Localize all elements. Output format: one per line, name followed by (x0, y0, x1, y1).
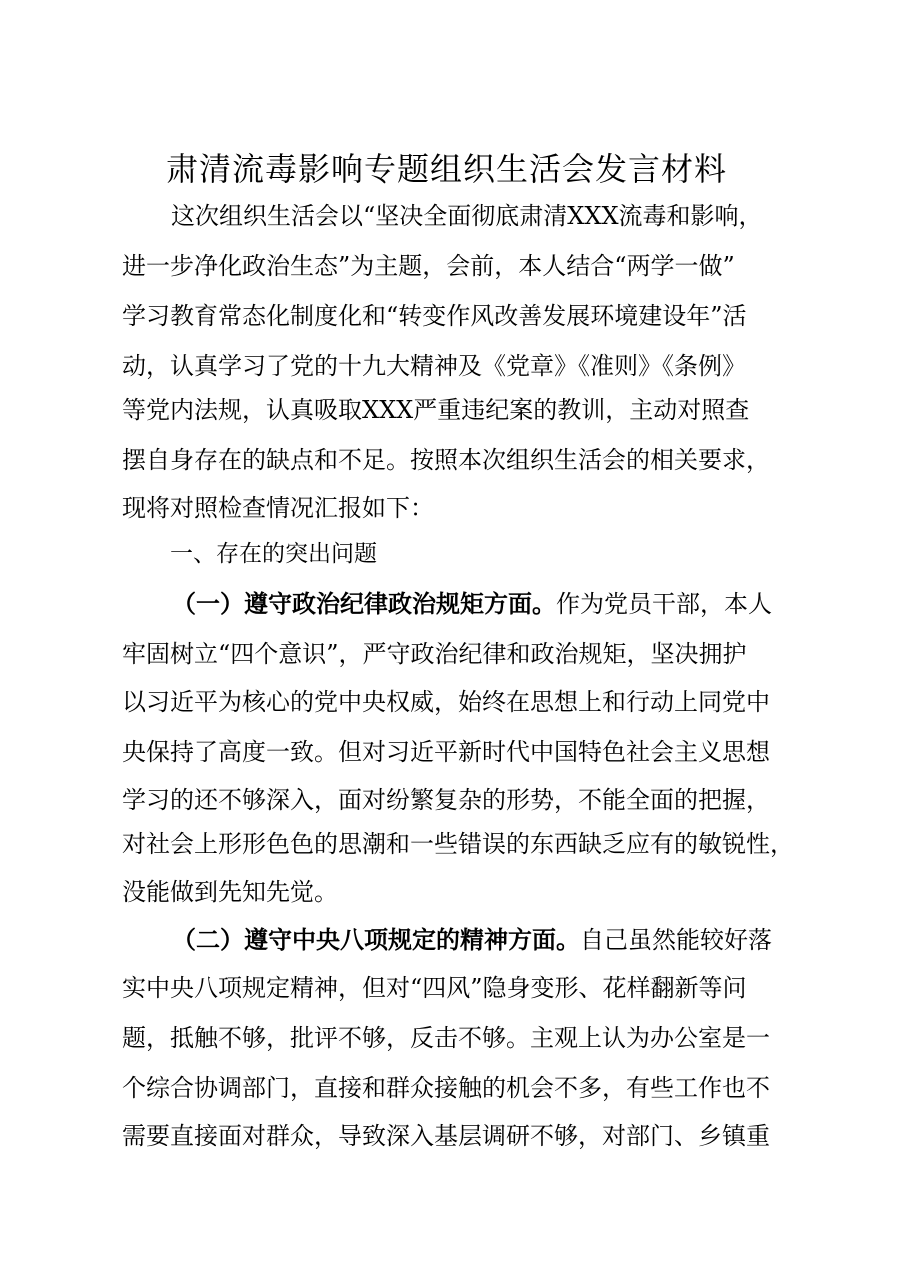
paragraph-line: 学习教育常态化制度化和“转变作风改善发展环境建设年”活 (122, 302, 747, 330)
item-2-bold-lead: （二）遵守中央八项规定的精神方面。 (172, 925, 580, 954)
paragraph-line: 央保持了高度一致。但对习近平新时代中国特色社会主义思想 (122, 738, 770, 766)
paragraph-line: 需要直接面对群众，导致深入基层调研不够，对部门、乡镇重 (122, 1122, 770, 1150)
paragraph-line: 个综合协调部门，直接和群众接触的机会不多，有些工作也不 (122, 1074, 770, 1102)
item-1-first-line-rest: 作为党员干部，本人 (556, 590, 772, 618)
item-1-bold-lead: （一）遵守政治纪律政治规矩方面。 (172, 589, 556, 618)
item-2-first-line-rest: 自己虽然能较好落 (580, 926, 772, 954)
item-2-first-line (172, 920, 772, 960)
paragraph-line: 实中央八项规定精神，但对“四风”隐身变形、花样翻新等问 (122, 974, 747, 1002)
item-1-first-line (172, 584, 772, 624)
paragraph-line: 以习近平为核心的党中央权威，始终在思想上和行动上同党中 (122, 688, 770, 716)
section-heading: 一、存在的突出问题 (170, 541, 377, 567)
paragraph-line: 等党内法规，认真吸取XXX严重违纪案的教训，主动对照查 (122, 396, 750, 424)
document-title: 肃清流毒影响专题组织生活会发言材料 (166, 150, 728, 188)
paragraph-line: 题，抵触不够，批评不够，反击不够。主观上认为办公室是一 (122, 1024, 770, 1052)
paragraph-line: 对社会上形形色色的思潮和一些错误的东西缺乏应有的敏锐性， (122, 830, 794, 858)
paragraph-line: 这次组织生活会以“坚决全面彻底肃清XXX流毒和影响， (171, 202, 763, 230)
paragraph-line: 摆自身存在的缺点和不足。按照本次组织生活会的相关要求， (122, 446, 770, 474)
paragraph-line: 现将对照检查情况汇报如下： (122, 494, 434, 522)
paragraph-line: 没能做到先知先觉。 (122, 878, 338, 906)
paragraph-line: 学习的还不够深入，面对纷繁复杂的形势，不能全面的把握， (122, 786, 770, 814)
paragraph-line: 牢固树立“四个意识”，严守政治纪律和政治规矩，坚决拥护 (122, 640, 747, 668)
paragraph-line: 动，认真学习了党的十九大精神及《党章》《准则》《条例》 (122, 352, 746, 380)
paragraph-line: 进一步净化政治生态”为主题，会前，本人结合“两学一做” (122, 252, 735, 280)
